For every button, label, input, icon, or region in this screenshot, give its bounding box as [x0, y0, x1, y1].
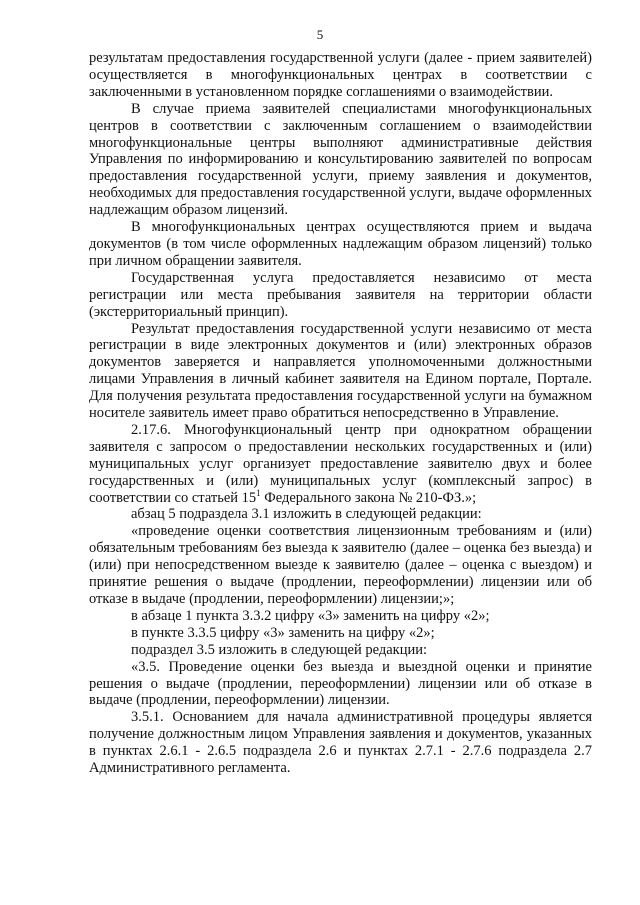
paragraph: «3.5. Проведение оценки без выезда и выездной оценки и принятие решения о выдаче (продлении, переоформлении) лицензии или об отказе в выдаче (продлении, переоформлении) лицензии. [89, 658, 592, 709]
document-body [89, 50, 592, 777]
paragraph-text: 2.17.6. Многофункциональный центр при однократном обращении заявителя с запросом о предоставлении нескольких государственных и (или) муниципальных услуг организует предоставление заявителю двух и более государственных и (или) муниципальных услуг (комплексный запрос) в соответствии со статьей 15 [89, 421, 592, 506]
paragraph: Результат предоставления государственной услуги независимо от места регистрации в виде электронных документов и (или) электронных образов документов заверяется и направляется уполномоченными должностными лицами Управления в личный кабинет заявителя на Едином портале, Портале. Для получения результата предоставления государственной услуги на бумажном носителе заявитель имеет право обратиться непосредственно в Управление. [89, 320, 592, 422]
paragraph: 3.5.1. Основанием для начала административной процедуры является получение должностным лицом Управления заявления и документов, указанных в пунктах 2.6.1 - 2.6.5 подраздела 2.6 и пунктах 2.7.1 - 2.7.6 подраздела 2.7 Административного регламента. [89, 709, 592, 777]
paragraph-tail: Федерального закона № 210-ФЗ.»; [260, 489, 477, 506]
paragraph: В случае приема заявителей специалистами многофункциональных центров в соответствии с заключенным соглашением о взаимодействии многофункциональные центры выполняют административные действия Управления по информированию и консультированию заявителей по вопросам предоставления государственной услуги, приему заявления и документов, необходимых для предоставления государственной услуги, выдаче оформленных надлежащим образом лицензий. [89, 100, 592, 219]
paragraph [89, 422, 592, 507]
superscript: 1 [256, 487, 261, 498]
paragraph: абзац 5 подраздела 3.1 изложить в следующей редакции: [131, 506, 482, 523]
paragraph: результатам предоставления государственной услуги (далее - прием заявителей) осуществляется в многофункциональных центрах в соответствии с заключенными в установленном порядке соглашениями о взаимодействии. [89, 50, 592, 100]
paragraph: В многофункциональных центрах осуществляются прием и выдача документов (в том числе оформленных надлежащим образом лицензий) только при личном обращении заявителя. [89, 219, 592, 269]
paragraph: «проведение оценки соответствия лицензионным требованиям и (или) обязательным требованиям без выезда к заявителю (далее – оценка без выезда) и (или) при непосредственном выезде к заявителю (далее – оценка с выездом) и принятие решения о выдаче (продлении, переоформлении) лицензии или об отказе в выдаче (продлении, переоформлении) лицензии;»; [89, 523, 592, 607]
page-number: 5 [316, 27, 324, 42]
paragraph: в пункте 3.3.5 цифру «3» заменить на цифру «2»; [131, 624, 435, 641]
paragraph: подраздел 3.5 изложить в следующей редакции: [131, 641, 428, 658]
paragraph: в абзаце 1 пункта 3.3.2 цифру «3» заменить на цифру «2»; [131, 607, 490, 624]
paragraph: Государственная услуга предоставляется независимо от места регистрации или места пребывания заявителя на территории области (экстерриториальный принцип). [89, 269, 592, 320]
